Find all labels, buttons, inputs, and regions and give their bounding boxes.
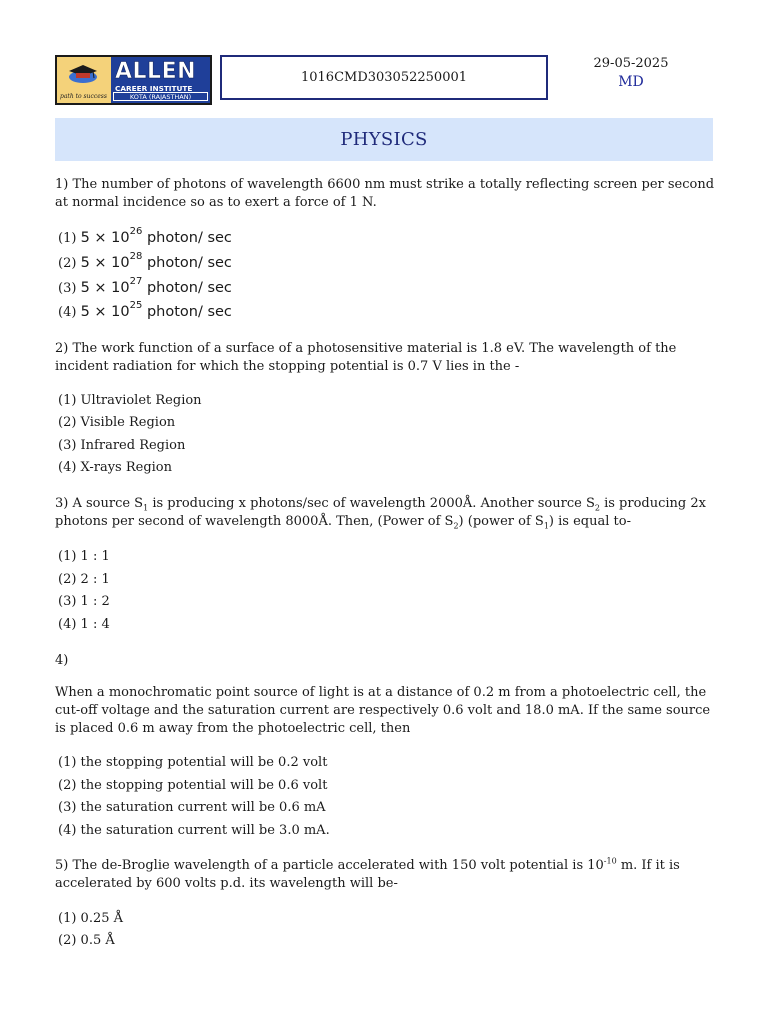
logo-subtitle: CAREER INSTITUTE: [115, 84, 193, 93]
q5-option-1: (1) 0.25 Å: [58, 911, 124, 926]
q3-option-4: (4) 1 : 4: [58, 617, 110, 632]
q4-option-2: (2) the stopping potential will be 0.6 volt: [58, 778, 328, 793]
q4-option-3: (3) the saturation current will be 0.6 mA: [58, 800, 326, 815]
q1-option-1: (1) $5 \times 10^{26}$ photon/ sec: [58, 226, 232, 246]
paper-code: 1016CMD303052250001: [220, 55, 548, 100]
section-title: PHYSICS: [55, 118, 713, 161]
q2-option-2: (2) Visible Region: [58, 415, 176, 430]
q3-option-2: (2) 2 : 1: [58, 572, 110, 587]
q2-option-1: (1) Ultraviolet Region: [58, 393, 202, 408]
q4-option-4: (4) the saturation current will be 3.0 mA.: [58, 823, 330, 838]
q3-option-1: (1) 1 : 1: [58, 549, 110, 564]
logo-brand: ALLEN: [115, 59, 197, 84]
q1-option-3: (3) $5 \times 10^{27}$ photon/ sec: [58, 276, 232, 296]
allen-logo: [55, 55, 212, 105]
exam-date: 29-05-2025: [593, 56, 669, 71]
logo-tagline: path to success: [60, 93, 107, 100]
q1-option-4: (4) $5 \times 10^{25}$ photon/ sec: [58, 300, 232, 320]
question-5-text: 5) The de-Broglie wavelength of a particle accelerated with 150 volt potential is $10^{-10}$ m. If it is accelerated by 600 volts p.d. its wavelength will be-: [55, 856, 680, 891]
question-2-text: 2) The work function of a surface of a photosensitive material is 1.8 eV. The wavelength of the incident radiation for which the stopping potential is 0.7 V lies in the -: [55, 341, 677, 374]
question-3-text: 3) A source $S_1$ is producing x photons/sec of wavelength 2000Å. Another source $S_2$ is producing 2x photons per second of wavelength 8000Å. Then, (Power of $S_2$) (power of $S_1$) is equal to-: [55, 496, 706, 531]
logo-text-block: [111, 57, 210, 103]
logo-location: KOTA (RAJASTHAN): [113, 92, 208, 101]
q3-option-3: (3) 1 : 2: [58, 594, 110, 609]
q5-option-2: (2) 0.5 Å: [58, 933, 115, 948]
q1-option-2: (2) $5 \times 10^{28}$ photon/ sec: [58, 251, 232, 271]
q2-option-3: (3) Infrared Region: [58, 438, 186, 453]
q4-option-1: (1) the stopping potential will be 0.2 volt: [58, 755, 328, 770]
question-4-number: 4): [55, 653, 69, 668]
logo-emblem: [57, 57, 111, 103]
stream-label: MD: [618, 74, 644, 90]
graduation-cap-icon: [67, 63, 99, 85]
question-1-text: 1) The number of photons of wavelength 6600 nm must strike a totally reflecting screen per second at normal incidence so as to exert a force of 1 N.: [55, 177, 715, 210]
question-4-text: When a monochromatic point source of light is at a distance of 0.2 m from a photoelectric cell, the cut-off voltage and the saturation current are respectively 0.6 volt and 18.0 mA. If the same source is placed 0.6 m away from the photoelectric cell, then: [55, 685, 711, 736]
q2-option-4: (4) X-rays Region: [58, 460, 173, 475]
